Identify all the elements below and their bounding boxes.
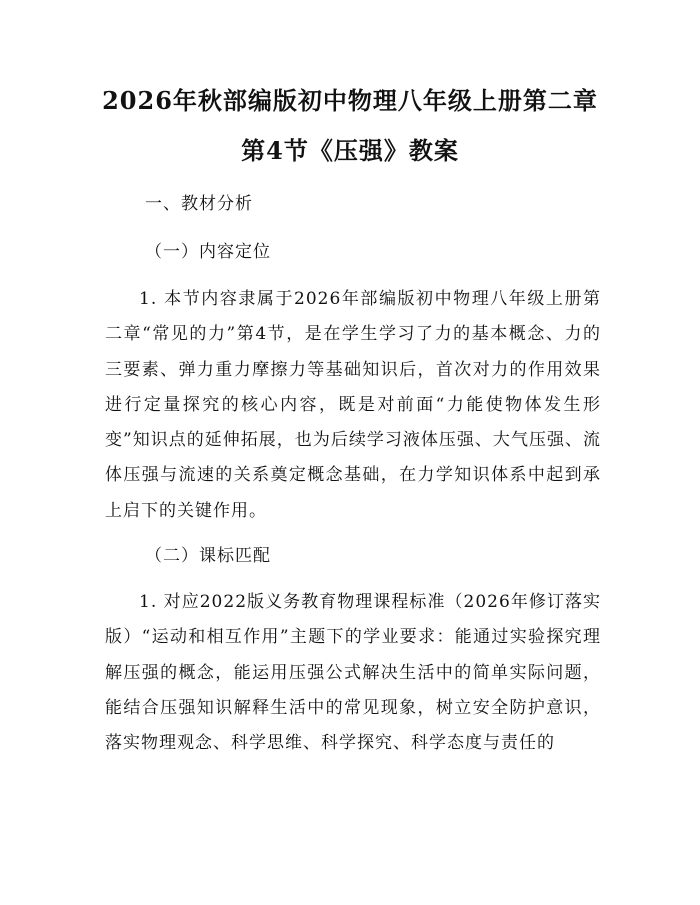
paragraph-content-positioning: 1. 本节内容隶属于2026年部编版初中物理八年级上册第二章“常见的力”第4节，是在学生学习了力的基本概念、力的三要素、弹力重力摩擦力等基础知识后，首次对力的作用效果进行定量探究的核心内容，既是对前面“力能使物体发生形变”知识点的延伸拓展，也为后续学习液体压强、大气压强、流体压强与流速的关系奠定概念基础，在力学知识体系中起到承上启下的关键作用。 (105, 289, 601, 521)
subsection-heading-content-positioning: （一）内容定位 (145, 242, 271, 262)
paragraph-curriculum-match: 1. 对应2022版义务教育物理课程标准（2026年修订落实版）“运动和相互作用”主题下的学业要求：能通过实验探究理解压强的概念，能运用压强公式解决生活中的简单实际问题，能结合压强知识解释生活中的常见现象，树立安全防护意识，落实物理观念、科学思维、科学探究、科学态度与责任的 (105, 592, 601, 754)
document-title-line-2: 第4节《压强》教案 (241, 136, 459, 165)
section-heading-textbook-analysis: 一、教材分析 (145, 194, 253, 214)
document-title-line-1: 2026年秋部编版初中物理八年级上册第二章 (102, 86, 598, 115)
subsection-heading-curriculum-match: （二）课标匹配 (145, 546, 271, 566)
